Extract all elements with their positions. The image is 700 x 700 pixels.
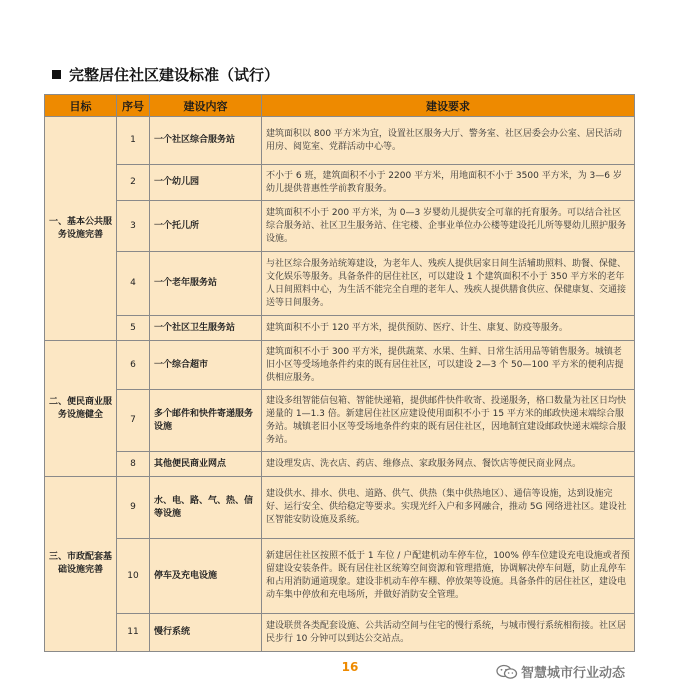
number-cell: 11 [117, 614, 150, 652]
table-row [45, 452, 635, 477]
table-header-row [45, 95, 635, 117]
target-cell: 二、便民商业服务设施健全 [45, 341, 117, 477]
content-cell: 一个幼儿园 [150, 165, 262, 201]
requirement-cell: 建设联贯各类配套设施、公共活动空间与住宅的慢行系统，与城市慢行系统相衔接。社区居民步行 10 分钟可以到达公交站点。 [262, 614, 635, 652]
content-cell: 一个老年服务站 [150, 252, 262, 316]
content-cell: 水、电、路、气、热、信等设施 [150, 477, 262, 539]
table-row [45, 477, 635, 539]
content-cell: 一个社区卫生服务站 [150, 316, 262, 341]
number-cell: 2 [117, 165, 150, 201]
wechat-icon [496, 664, 518, 680]
content-cell: 一个综合超市 [150, 341, 262, 390]
number-cell: 7 [117, 390, 150, 452]
requirement-cell: 建设理发店、洗衣店、药店、维修点、家政服务网点、餐饮店等便民商业网点。 [262, 452, 635, 477]
requirement-cell: 建筑面积不小于 120 平方米，提供预防、医疗、计生、康复、防疫等服务。 [262, 316, 635, 341]
standards-table [44, 94, 635, 652]
table-row [45, 201, 635, 252]
content-cell: 一个托儿所 [150, 201, 262, 252]
requirement-cell: 新建居住社区按照不低于 1 车位 / 户配建机动车停车位，100% 停车位建设充电设施或者预留建设安装条件。既有居住社区统筹空间资源和管理措施，协调解决停车问题，防止乱停车和占用消防通道现象。建设非机动车停车棚、停放架等设施。具备条件的居住社区，建设电动车集中停放和充电场所，并做好消防安全管理。 [262, 539, 635, 614]
requirement-cell: 与社区综合服务站统筹建设，为老年人、残疾人提供居家日间生活辅助照料、助餐、保健、文化娱乐等服务。具备条件的居住社区，可以建设 1 个建筑面积不小于 350 平方米的老年人日间照料中心，为生活不能完全自理的老年人、残疾人提供膳食供应、保健康复、交通接送等日间服务。 [262, 252, 635, 316]
section-title [52, 64, 279, 85]
header-content: 建设内容 [150, 95, 262, 117]
target-cell: 一、基本公共服务设施完善 [45, 117, 117, 341]
header-requirement: 建设要求 [262, 95, 635, 117]
table-row [45, 614, 635, 652]
table-row [45, 117, 635, 165]
table-row [45, 390, 635, 452]
content-cell: 慢行系统 [150, 614, 262, 652]
watermark-text: 智慧城市行业动态 [521, 666, 626, 681]
content-cell: 停车及充电设施 [150, 539, 262, 614]
bullet-square-icon [52, 70, 61, 79]
table-row [45, 341, 635, 390]
table-row [45, 252, 635, 316]
number-cell: 9 [117, 477, 150, 539]
number-cell: 3 [117, 201, 150, 252]
requirement-cell: 建设供水、排水、供电、道路、供气、供热（集中供热地区）、通信等设施，达到设施完好、运行安全、供给稳定等要求。实现光纤入户和多网融合，推动 5G 网络进社区。建设社区智能安防设施及系统。 [262, 477, 635, 539]
table-row [45, 165, 635, 201]
number-cell: 4 [117, 252, 150, 316]
requirement-cell: 不小于 6 班，建筑面积不小于 2200 平方米，用地面积不小于 3500 平方米，为 3—6 岁幼儿提供普惠性学前教育服务。 [262, 165, 635, 201]
content-cell: 多个邮件和快件寄递服务设施 [150, 390, 262, 452]
number-cell: 8 [117, 452, 150, 477]
content-cell: 其他便民商业网点 [150, 452, 262, 477]
requirement-cell: 建筑面积以 800 平方米为宜，设置社区服务大厅、警务室、社区居委会办公室、居民活动用房、阅览室、党群活动中心等。 [262, 117, 635, 165]
table-row [45, 539, 635, 614]
header-number: 序号 [117, 95, 150, 117]
table-row [45, 316, 635, 341]
title-text: 完整居住社区建设标准（试行） [69, 66, 280, 84]
requirement-cell: 建筑面积不小于 300 平方米，提供蔬菜、水果、生鲜、日常生活用品等销售服务。城镇老旧小区等受场地条件约束的既有居住社区，可以建设 2—3 个 50—100 平方米的便利店提供相应服务。 [262, 341, 635, 390]
requirement-cell: 建设多组智能信包箱、智能快递箱，提供邮件快件收寄、投递服务，格口数量为社区日均快递量的 1—1.3 倍。新建居住社区应建设使用面积不小于 15 平方米的邮政快递末端综合服务站。城镇老旧小区等受场地条件约束的既有居住社区，因地制宜建设邮政快递末端综合服务站。 [262, 390, 635, 452]
watermark [496, 662, 625, 681]
content-cell: 一个社区综合服务站 [150, 117, 262, 165]
number-cell: 10 [117, 539, 150, 614]
number-cell: 5 [117, 316, 150, 341]
page-number: 16 [341, 660, 359, 674]
header-target: 目标 [45, 95, 117, 117]
number-cell: 6 [117, 341, 150, 390]
requirement-cell: 建筑面积不小于 200 平方米，为 0—3 岁婴幼儿提供安全可靠的托育服务。可以结合社区综合服务站、社区卫生服务站、住宅楼、企事业单位办公楼等建设托儿所等婴幼儿照护服务设施。 [262, 201, 635, 252]
number-cell: 1 [117, 117, 150, 165]
target-cell: 三、市政配套基础设施完善 [45, 477, 117, 652]
